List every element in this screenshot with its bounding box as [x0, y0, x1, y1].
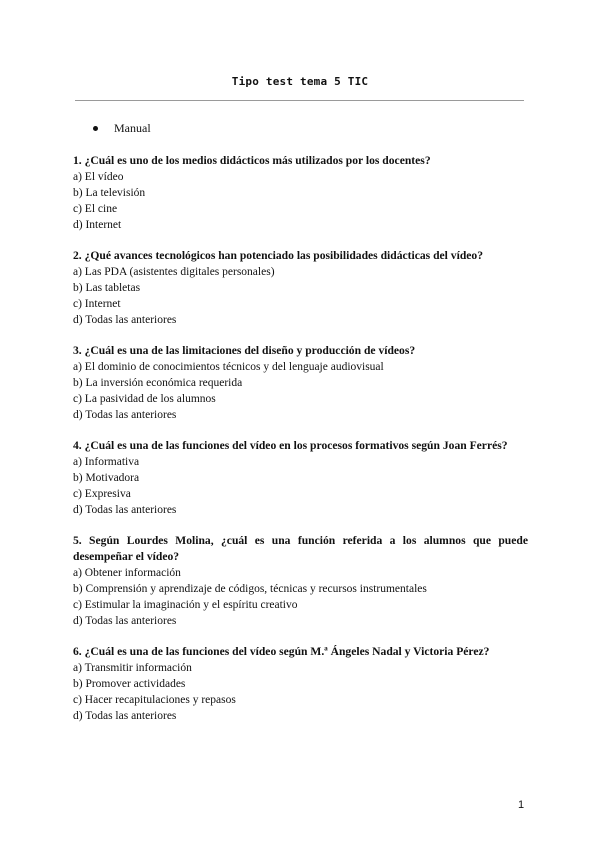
answer-option-d: d) Todas las anteriores: [73, 710, 177, 722]
question-text: 4. ¿Cuál es una de las funciones del vídeo en los procesos formativos según Joan Ferrés?: [73, 439, 508, 452]
answer-option-d: d) Internet: [73, 219, 122, 231]
answer-option-d: d) Todas las anteriores: [73, 615, 177, 627]
answer-option-d: d) Todas las anteriores: [73, 504, 177, 516]
answer-option-b: b) La televisión: [73, 187, 146, 199]
bullet-item: [93, 121, 151, 136]
question-6: [73, 644, 528, 724]
bullet-dot-icon: [93, 126, 98, 131]
question-text: 3. ¿Cuál es una de las limitaciones del diseño y producción de vídeos?: [73, 344, 416, 357]
answer-option-a: a) Informativa: [73, 456, 140, 468]
title-divider: [75, 100, 524, 101]
answer-option-b: b) Comprensión y aprendizaje de códigos, técnicas y recursos instrumentales: [73, 583, 427, 595]
answer-option-a: a) Transmitir información: [73, 662, 192, 674]
question-4: [73, 438, 528, 518]
page-title: Tipo test tema 5 TIC: [231, 75, 369, 88]
question-list: [73, 153, 528, 739]
answer-option-c: c) La pasividad de los alumnos: [73, 393, 216, 405]
question-text: 2. ¿Qué avances tecnológicos han potenciado las posibilidades didácticas del vídeo?: [73, 249, 484, 262]
answer-option-d: d) Todas las anteriores: [73, 314, 177, 326]
answer-option-a: a) El dominio de conocimientos técnicos y del lenguaje audiovisual: [73, 361, 384, 373]
answer-option-c: c) Estimular la imaginación y el espíritu creativo: [73, 599, 298, 611]
answer-option-a: a) Las PDA (asistentes digitales personales): [73, 266, 275, 278]
answer-option-b: b) La inversión económica requerida: [73, 377, 243, 389]
question-5: [73, 533, 528, 629]
question-1: [73, 153, 528, 233]
answer-option-b: b) Promover actividades: [73, 678, 186, 690]
answer-option-c: c) Internet: [73, 298, 121, 310]
question-3: [73, 343, 528, 423]
answer-option-a: a) Obtener información: [73, 567, 181, 579]
answer-option-b: b) Motivadora: [73, 472, 140, 484]
answer-option-d: d) Todas las anteriores: [73, 409, 177, 421]
answer-option-a: a) El vídeo: [73, 171, 124, 183]
question-text: 1. ¿Cuál es uno de los medios didácticos más utilizados por los docentes?: [73, 154, 431, 167]
question-text: 6. ¿Cuál es una de las funciones del vídeo según M.ª Ángeles Nadal y Victoria Pérez?: [73, 645, 490, 658]
answer-option-c: c) Hacer recapitulaciones y repasos: [73, 694, 236, 706]
page-number: 1: [518, 799, 525, 811]
bullet-label: Manual: [114, 121, 151, 135]
question-text: 5. Según Lourdes Molina, ¿cuál es una función referida a los alumnos que puede desempeñar el vídeo?: [73, 534, 528, 563]
answer-option-b: b) Las tabletas: [73, 282, 141, 294]
answer-option-c: c) Expresiva: [73, 488, 131, 500]
question-2: [73, 248, 528, 328]
answer-option-c: c) El cine: [73, 203, 118, 215]
